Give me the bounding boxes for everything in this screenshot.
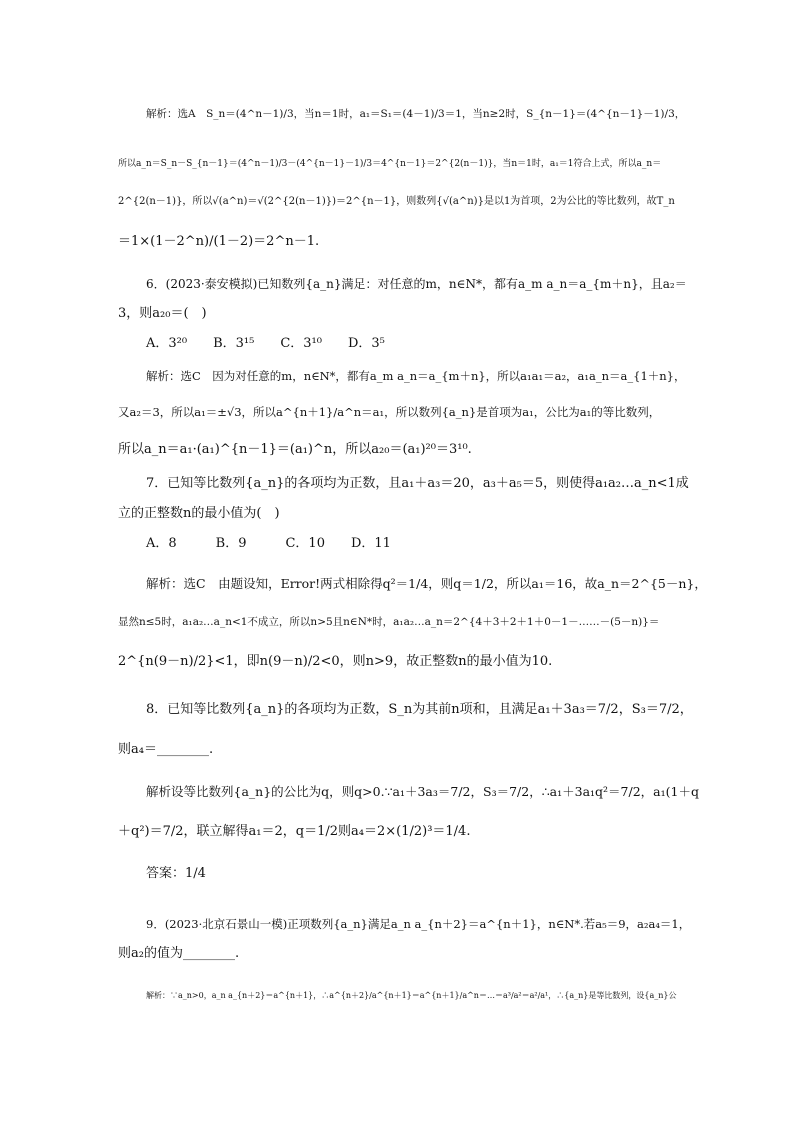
solution-5-line-1: 解析：选A S_n＝(4^n－1)/3，当n＝1时，a₁＝S₁＝(4－1)/3＝1，当n≥2时，S_{n－1}＝(4^{n－1}－1)/3， bbox=[146, 108, 686, 120]
question-8-line-1: 8．已知等比数列{a_n}的各项均为正数，S_n为其前n项和，且满足a₁＋3a₃＝7/2，S₃＝7/2， bbox=[146, 702, 693, 717]
solution-5-line-3: 2^{2(n－1)}，所以√(a^n)＝√(2^{2(n－1)})＝2^{n－1}，则数列{√(a^n)}是以1为首项，2为公比的等比数列，故T_n bbox=[118, 196, 675, 207]
question-9-line-2: 则a₂的值为________. bbox=[118, 946, 240, 961]
solution-6-line-2: 又a₂＝3，所以a₁＝±√3，所以a^{n＋1}/a^n＝a₁，所以数列{a_n}是首项为a₁，公比为a₁的等比数列， bbox=[118, 405, 661, 419]
question-7-options: A．8 B．9 C．10 D．11 bbox=[146, 536, 391, 551]
question-6-options: A．3²⁰ B．3¹⁵ C．3¹⁰ D．3⁵ bbox=[146, 336, 385, 351]
solution-7-line-1: 解析：选C 由题设知，Error!两式相除得q²＝1/4，则q＝1/2，所以a₁＝16，故a_n＝2^{5－n}， bbox=[146, 576, 707, 591]
question-7-line-2: 立的正整数n的最小值为( ) bbox=[118, 506, 280, 521]
solution-8-line-2: ＋q²)＝7/2，联立解得a₁＝2，q＝1/2则a₄＝2×(1/2)³＝1/4. bbox=[118, 824, 471, 839]
solution-9-line-1: 解析：∵a_n>0，a_n a_{n＋2}＝a^{n＋1}，∴a^{n＋2}/a^{n＋1}＝a^{n＋1}/a^n＝…＝a³/a²＝a²/a¹，∴{a_n}是等比数列，设{a_n}公 bbox=[146, 991, 677, 1000]
question-9-line-1: 9．(2023·北京石景山一模)正项数列{a_n}满足a_n a_{n＋2}＝a^{n＋1}，n∈N*.若a₅＝9，a₂a₄＝1， bbox=[146, 917, 691, 931]
answer-8: 答案：1/4 bbox=[146, 866, 206, 881]
solution-6-line-1: 解析：选C 因为对任意的m，n∈N*，都有a_m a_n＝a_{m＋n}，所以a₁a₁＝a₂，a₁a_n＝a_{1＋n}， bbox=[146, 369, 686, 383]
solution-8-line-1: 解析设等比数列{a_n}的公比为q，则q>0.∵a₁＋3a₃＝7/2，S₃＝7/2，∴a₁＋3a₁q²＝7/2，a₁(1＋q bbox=[146, 784, 699, 799]
solution-7-line-2: 显然n≤5时，a₁a₂…a_n<1不成立，所以n>5且n∈N*时，a₁a₂…a_n＝2^{4＋3＋2＋1＋0－1－……－(5－n)}＝ bbox=[118, 616, 660, 628]
solution-6-line-3: 所以a_n＝a₁·(a₁)^{n－1}＝(a₁)^n，所以a₂₀＝(a₁)²⁰＝3¹⁰. bbox=[118, 442, 472, 457]
solution-5-line-4: ＝1×(1－2^n)/(1－2)＝2^n－1. bbox=[118, 234, 320, 249]
question-8-line-2: 则a₄＝________. bbox=[118, 742, 214, 757]
question-7-line-1: 7．已知等比数列{a_n}的各项均为正数，且a₁＋a₃＝20，a₃＋a₅＝5，则使得a₁a₂…a_n<1成 bbox=[146, 476, 689, 491]
solution-7-line-3: 2^{n(9－n)/2}<1，即n(9－n)/2<0，则n>9，故正整数n的最小值为10. bbox=[118, 654, 553, 669]
question-6-line-1: 6．(2023·泰安模拟)已知数列{a_n}满足：对任意的m，n∈N*，都有a_m a_n＝a_{m＋n}，且a₂＝ bbox=[146, 277, 687, 291]
question-6-line-2: 3，则a₂₀＝( ) bbox=[118, 306, 207, 321]
solution-5-line-2: 所以a_n＝S_n－S_{n－1}＝(4^n－1)/3－(4^{n－1}－1)/3＝4^{n－1}＝2^{2(n－1)}，当n＝1时，a₁＝1符合上式，所以a_n＝ bbox=[118, 159, 662, 169]
